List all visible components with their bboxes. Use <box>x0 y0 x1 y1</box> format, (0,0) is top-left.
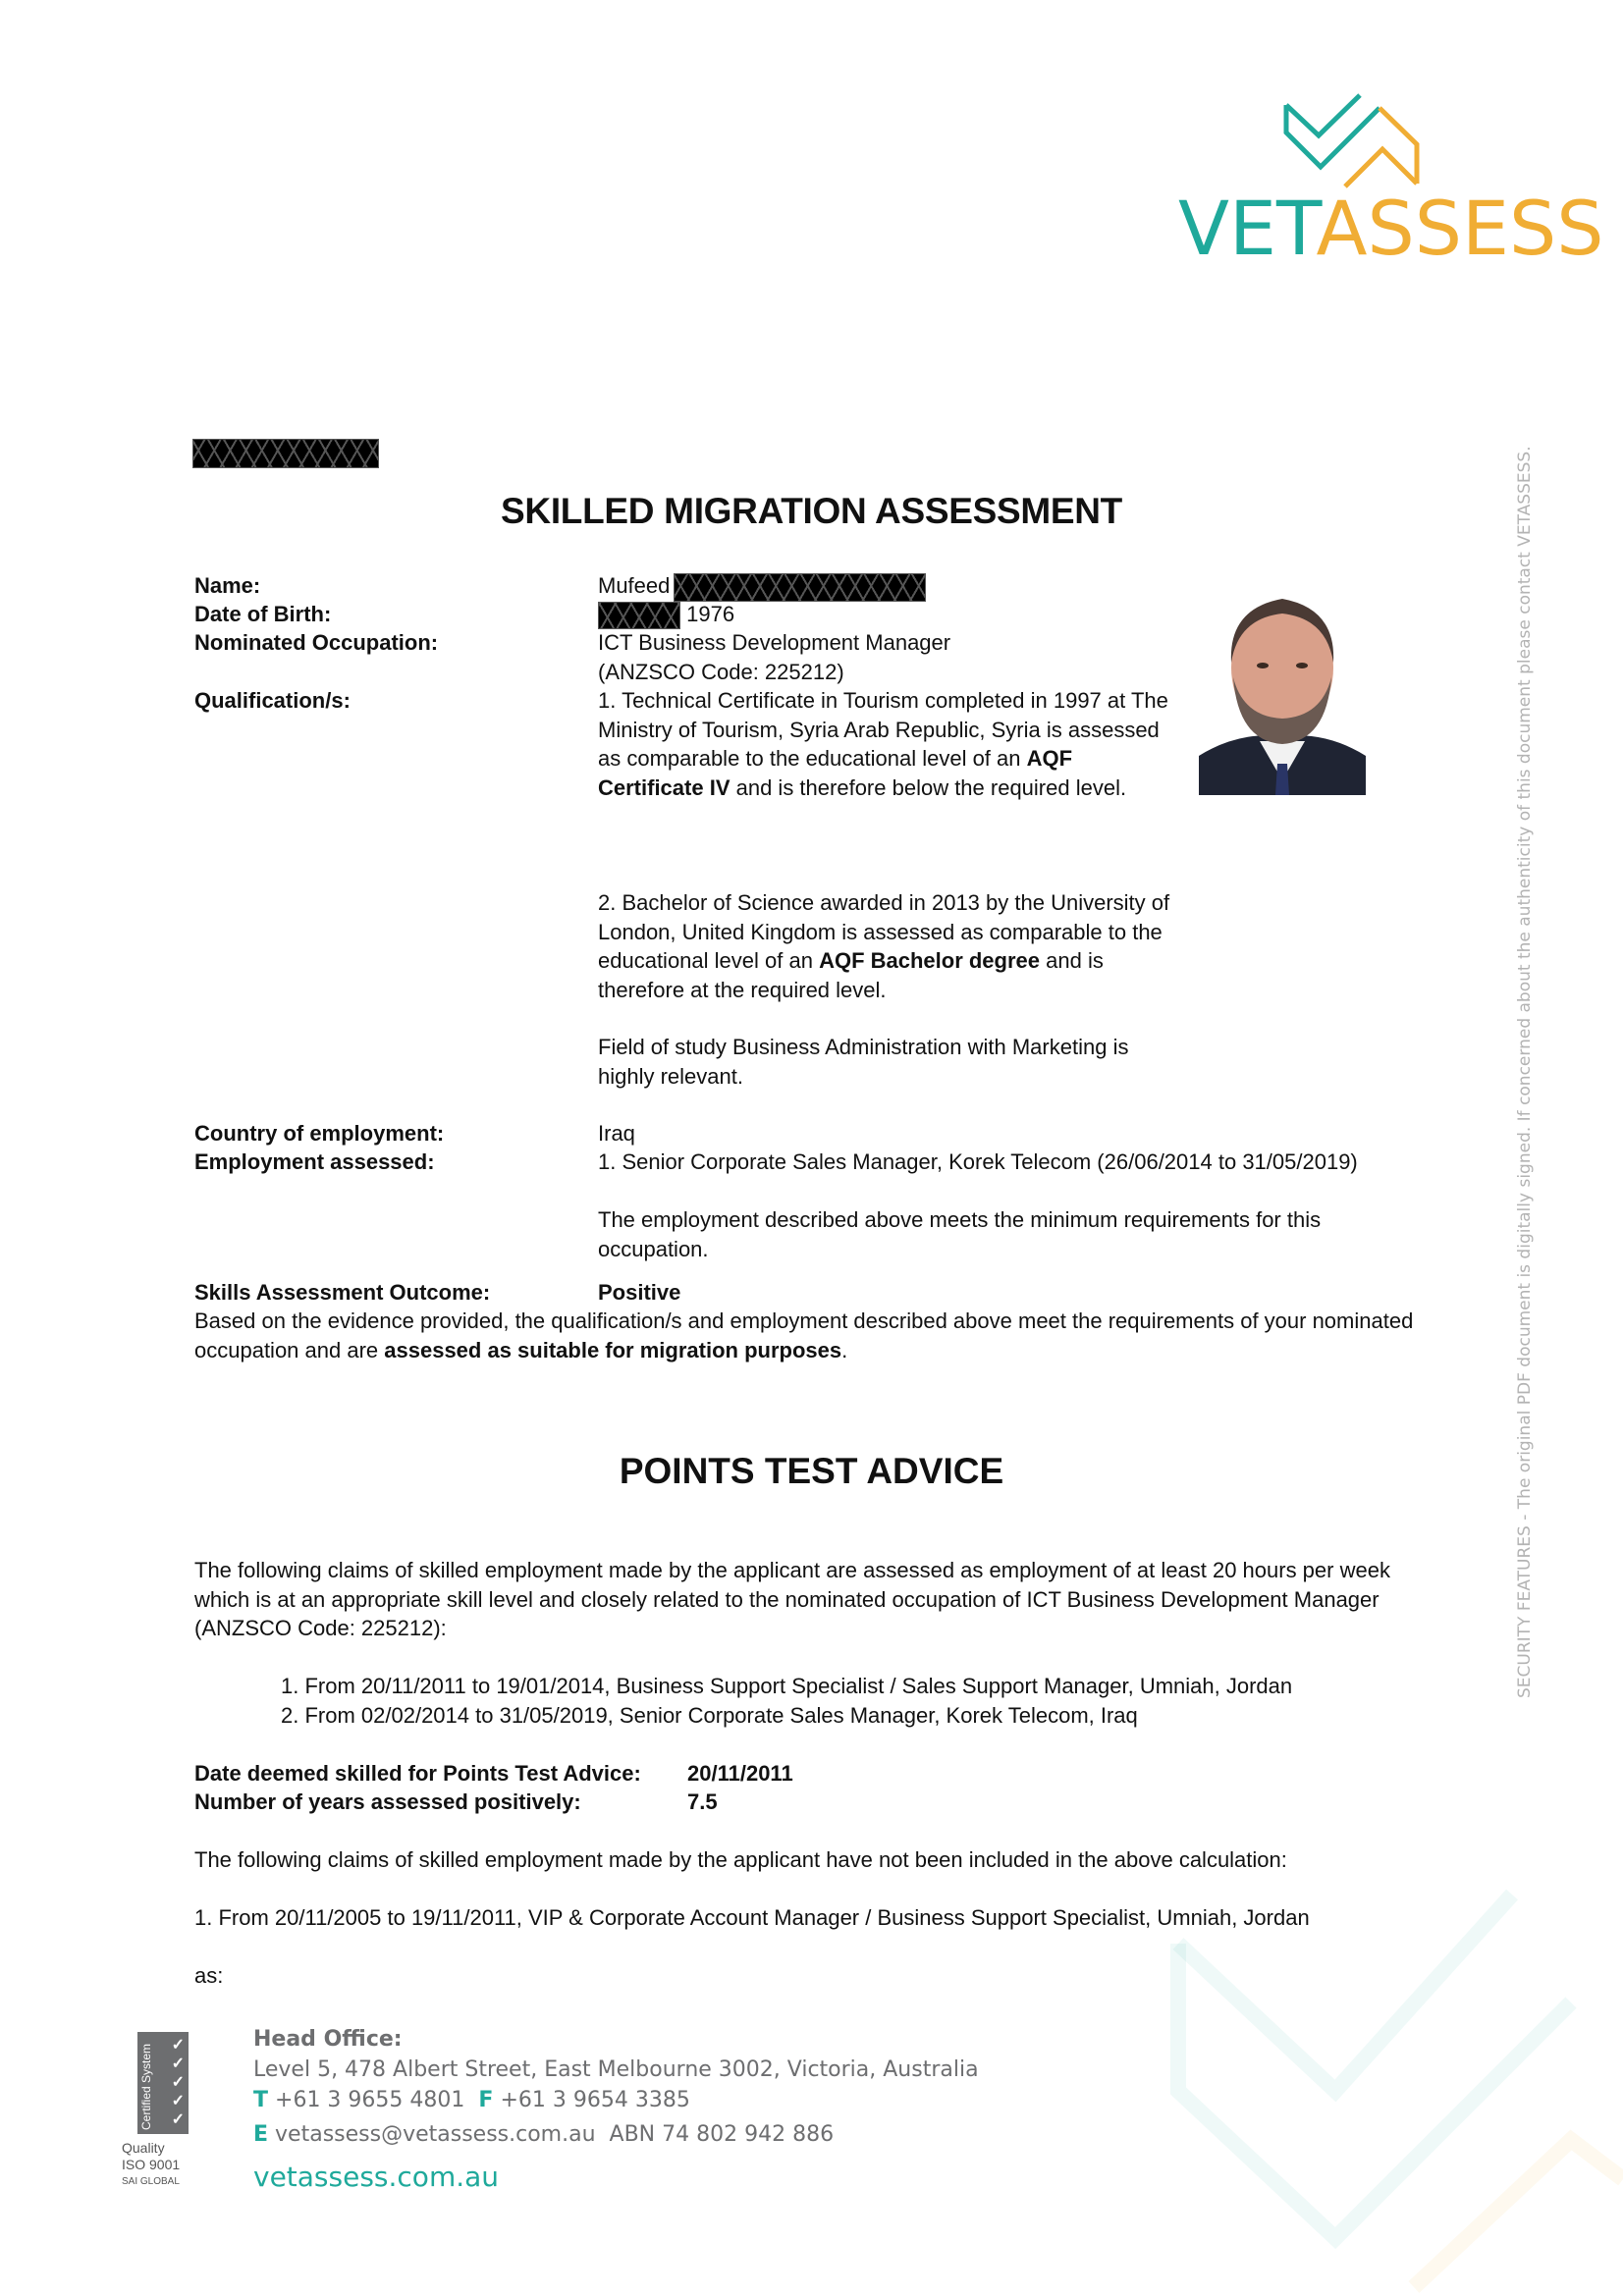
dob-value: 1976 <box>598 600 1187 629</box>
head-office-label: Head Office: <box>253 2027 403 2052</box>
excluded-intro: The following claims of skilled employment made by the applicant have not been included in the above calculation: <box>194 1847 1287 1872</box>
outcome-value: Positive <box>598 1280 681 1305</box>
qualification-1: 1. Technical Certificate in Tourism completed in 1997 at The Ministry of Tourism, Syria Arab Republic, Syria is assessed as comparable to the educational level of an AQF Certificate IV and is therefore below the required level. <box>598 688 1168 800</box>
vetassess-logo-text: VETASSESS <box>1178 185 1604 272</box>
country-value: Iraq <box>598 1121 635 1146</box>
date-deemed-value: 20/11/2011 <box>687 1761 793 1786</box>
dob-label: Date of Birth: <box>194 602 332 626</box>
email-link[interactable]: vetassess@vetassess.com.au <box>275 2122 596 2147</box>
website-link[interactable]: vetassess.com.au <box>253 2161 500 2193</box>
footer-contact <box>253 2024 979 2192</box>
security-note: SECURITY FEATURES - The original PDF document is digitally signed. If concerned about the authenticity of this document please contact VETASSESS. <box>1515 446 1535 1698</box>
vetassess-logo-icon <box>1281 93 1434 196</box>
applicant-photo <box>1199 569 1366 795</box>
points-intro: The following claims of skilled employment made by the applicant are assessed as employment of at least 20 hours per week which is at an appropriate skill level and closely related to the nominated occupation of ICT Business Development Manager (ANZSCO Code: 225212): <box>194 1558 1390 1640</box>
email-abn: E vetassess@vetassess.com.au ABN 74 802 942 886 <box>253 2122 835 2147</box>
employment-value: 1. Senior Corporate Sales Manager, Korek Telecom (26/06/2014 to 31/05/2019) <box>598 1149 1358 1174</box>
name-value: Mufeed <box>598 571 1187 602</box>
years-value: 7.5 <box>687 1789 718 1814</box>
occupation-label: Nominated Occupation: <box>194 630 439 655</box>
qualification-2: 2. Bachelor of Science awarded in 2013 by the University of London, United Kingdom is assessed as comparable to the educational level of an AQF Bachelor degree and is therefore at the required level. <box>598 890 1170 1002</box>
trailing-text: as: <box>194 1963 224 1988</box>
years-label: Number of years assessed positively: <box>194 1789 581 1814</box>
excluded-item: 1. From 20/11/2005 to 19/11/2011, VIP & Corporate Account Manager / Business Support Specialist, Umniah, Jordan <box>194 1905 1310 1930</box>
address: Level 5, 478 Albert Street, East Melbourne 3002, Victoria, Australia <box>253 2057 979 2082</box>
employment-note: The employment described above meets the minimum requirements for this occupation. <box>598 1207 1322 1261</box>
name-label: Name: <box>194 573 261 598</box>
redacted-surname <box>674 573 926 602</box>
employment-label: Employment assessed: <box>194 1149 435 1174</box>
list-item: 1. From 20/11/2011 to 19/01/2014, Business Support Specialist / Sales Support Manager, Umniah, Jordan <box>281 1674 1293 1698</box>
qualifications-label: Qualification/s: <box>194 688 351 713</box>
outcome-label: Skills Assessment Outcome: <box>194 1280 491 1305</box>
assessment-title: SKILLED MIGRATION ASSESSMENT <box>501 491 1122 531</box>
phone-fax: T +61 3 9655 4801 F +61 3 9654 3385 <box>253 2088 690 2112</box>
cert-text: Quality ISO 9001 SAI GLOBAL <box>122 2140 181 2187</box>
certified-system-badge: Certified System ✓ ✓ ✓ ✓ ✓ <box>137 2032 189 2134</box>
redacted-dob <box>598 602 680 629</box>
country-label: Country of employment: <box>194 1121 445 1146</box>
occupation-value: ICT Business Development Manager (ANZSCO Code: 225212) <box>598 630 951 684</box>
redacted-reference <box>192 439 379 468</box>
checkmarks-icon: ✓ ✓ ✓ ✓ ✓ <box>171 2037 185 2128</box>
field-of-study: Field of study Business Administration with Marketing is highly relevant. <box>598 1035 1129 1089</box>
points-claims-list <box>281 1672 1292 1730</box>
list-item: 2. From 02/02/2014 to 31/05/2019, Senior Corporate Sales Manager, Korek Telecom, Iraq <box>281 1702 1138 1728</box>
points-title: POINTS TEST ADVICE <box>619 1451 1004 1491</box>
date-deemed-label: Date deemed skilled for Points Test Advice: <box>194 1761 641 1786</box>
watermark-logo-icon <box>1149 1826 1623 2296</box>
outcome-text: Based on the evidence provided, the qualification/s and employment described above meet the requirements of your nominated occupation and are assessed as suitable for migration purposes. <box>194 1308 1414 1362</box>
